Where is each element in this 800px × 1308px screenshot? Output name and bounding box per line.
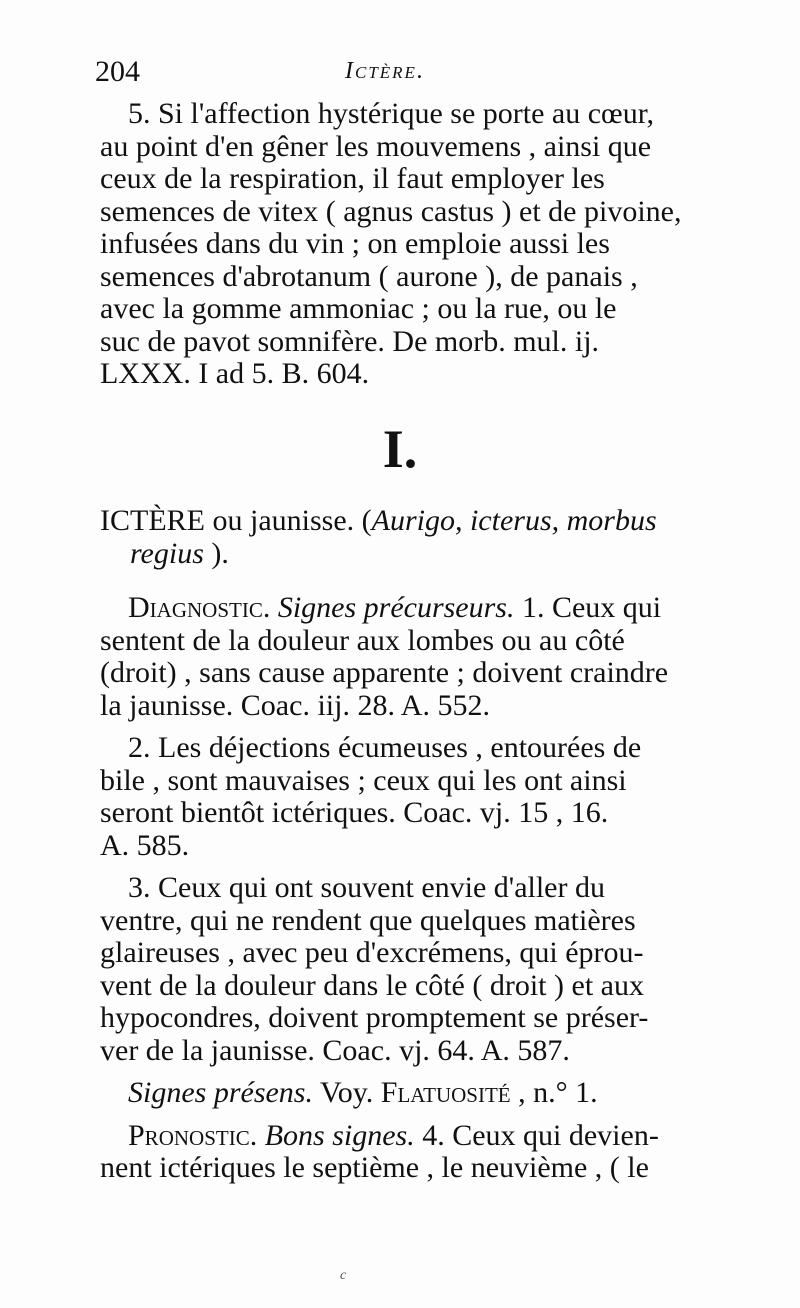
text-line: semences de vitex ( agnus castus ) et de pivoine,	[100, 194, 682, 228]
text-line: semences d'abrotanum ( aurone ), de panais ,	[100, 259, 638, 293]
text-line: avec la gomme ammoniac ; ou la rue, ou le	[100, 292, 617, 325]
diagnostic-subheading: Signes précurseurs.	[277, 591, 515, 624]
diagnostic-heading: Diagnostic.	[128, 591, 271, 624]
text-line: nent ictériques le septième , le neuvième , ( le	[100, 1151, 649, 1184]
running-title: Ictère.	[345, 58, 425, 84]
section-letter: I.	[382, 419, 418, 479]
entry-headword: ICTÈRE	[100, 504, 205, 537]
text-line: sentent de la douleur aux lombes ou au côté	[100, 623, 625, 657]
text-line: hypocondres, doivent promptement se préser-	[100, 1001, 649, 1034]
text-line: vent de la douleur dans le côté ( droit ) et aux	[100, 968, 644, 1002]
text-line: seront bientôt ictériques. Coac. vj. 15 , 16.	[100, 796, 609, 829]
latin-synonyms: Aurigo, icterus, morbus	[371, 504, 657, 537]
page-header	[95, 55, 715, 89]
present-signs-heading: Signes présens.	[128, 1076, 313, 1109]
prognostic-paragraph: Pronostic. Bons signes. 4. Ceux qui devien-	[128, 1118, 659, 1152]
text-line: 2. Les déjections écumeuses , entourées de	[128, 731, 642, 764]
text-line: ceux de la respiration, il faut employer les	[100, 162, 605, 195]
present-signs-paragraph: Signes présens. Voy. Flatuosité , n.° 1.	[128, 1076, 598, 1109]
text-line: glaireuses , avec peu d'excrémens, qui éprou-	[100, 936, 644, 969]
text-line: infusées dans du vin ; on emploie aussi les	[100, 227, 610, 260]
text-line: LXXX. I ad 5. B. 604.	[100, 357, 370, 390]
section-previous	[100, 98, 730, 391]
text-line: ventre, qui ne rendent que quelques matières	[100, 903, 636, 937]
text-line: au point d'en gêner les mouvemens , ainsi que	[100, 129, 652, 163]
entry-title: ICTÈRE ou jaunisse. (Aurigo, icterus, morbus	[100, 504, 657, 537]
text-line: ver de la jaunisse. Coac. vj. 64. A. 587.	[100, 1033, 570, 1067]
prognostic-heading: Pronostic.	[128, 1118, 258, 1152]
footer-mark: c	[340, 1268, 347, 1283]
text-line: la jaunisse. Coac. iij. 28. A. 552.	[100, 688, 490, 722]
text-line: (droit) , sans cause apparente ; doivent craindre	[100, 656, 669, 689]
page-number: 204	[95, 55, 140, 88]
cross-reference: Flatuosité	[380, 1076, 511, 1109]
entry-icter: ICTÈRE ou jaunisse. (Aurigo, icterus, morbus regius ). Diagnostic. Signes précurseurs. 1. Ceux qui sentent de la douleur aux lombes ou au côté (droit) , sans cause apparente ; doivent craindre la jaunisse. Coac. iij. 28. A. 552. 2. Les déjections écumeuses , entourées de bile , sont mauvaises ; ceux qui les ont ainsi seront bientôt ictériques. Coac. vj. 15 , 16. A. 585. 3. Ceux qui ont souvent envie d'aller du ventre, qui ne rendent que quelques matières glaireuses , avec peu d'excrémens, qui éprou- vent de la douleur dans le côté ( droit ) et aux hypocondres, doivent promptement se préser- ver de la jaunisse. Coac. vj. 64. A. 587. Signes présens. Voy. Flatuosité , n.° 1. Pronostic. Bons signes. 4. Ceux qui devien- nent ictériques le septième , le neuvième , ( le	[100, 505, 730, 1185]
text-line: 5. Si l'affection hystérique se porte au cœur,	[128, 97, 654, 130]
text-line: A. 585.	[100, 828, 190, 862]
text-line: bile , sont mauvaises ; ceux qui les ont ainsi	[100, 763, 627, 797]
prognostic-subheading: Bons signes.	[264, 1118, 415, 1152]
text-line: 3. Ceux qui ont souvent envie d'aller du	[128, 871, 605, 904]
text-line: suc de pavot somnifère. De morb. mul. ij.	[100, 324, 600, 358]
diagnostic-paragraph: Diagnostic. Signes précurseurs. 1. Ceux qui	[128, 591, 662, 624]
